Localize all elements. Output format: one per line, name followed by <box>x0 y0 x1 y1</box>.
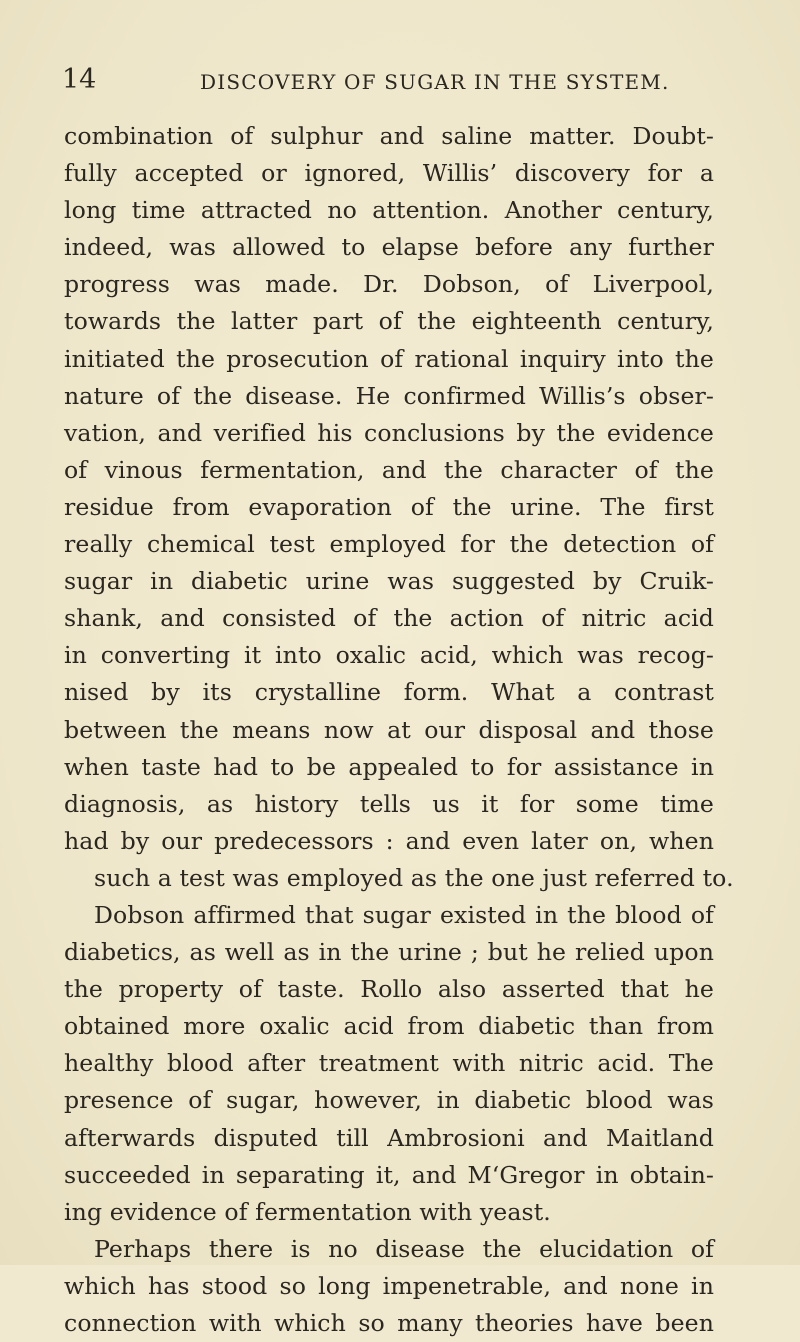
text-line: succeeded in separating it, and M‘Gregor in obtain- <box>64 1160 714 1189</box>
text-line: when taste had to be appealed to for assistance in <box>64 752 714 781</box>
text-line: vation, and verified his conclusions by the evidence <box>64 418 714 447</box>
text-line: the property of taste. Rollo also asserted that he <box>64 975 714 1004</box>
text-line: obtained more oxalic acid from diabetic than from <box>64 1012 714 1041</box>
text-line: fully accepted or ignored, Willis’ discovery for a <box>64 159 714 188</box>
text-line: afterwards disputed till Ambrosioni and Maitland <box>64 1123 714 1152</box>
text-line: presence of sugar, however, in diabetic blood was <box>64 1086 714 1115</box>
text-line: sugar in diabetic urine was suggested by Cruik- <box>64 567 714 596</box>
text-line: in converting it into oxalic acid, which was recog- <box>64 641 714 670</box>
text-line: ing evidence of fermentation with yeast. <box>64 1197 551 1226</box>
text-line: Dobson affirmed that sugar existed in the blood of <box>94 900 714 929</box>
page-number: 14 <box>62 64 97 95</box>
text-line: progress was made. Dr. Dobson, of Liverpool, <box>64 270 714 299</box>
text-line: which has stood so long impenetrable, and none in <box>64 1271 714 1300</box>
text-line: healthy blood after treatment with nitric acid. The <box>64 1049 714 1078</box>
text-line: diabetics, as well as in the urine ; but he relied upon <box>64 938 714 967</box>
text-line: residue from evaporation of the urine. The first <box>64 492 714 521</box>
text-line: between the means now at our disposal and those <box>64 715 714 744</box>
text-line: combination of sulphur and saline matter. Doubt- <box>64 122 714 150</box>
text-line: long time attracted no attention. Another century, <box>64 196 714 225</box>
page-header <box>62 62 752 98</box>
running-head: DISCOVERY OF SUGAR IN THE SYSTEM. <box>200 70 670 94</box>
text-line: indeed, was allowed to elapse before any further <box>64 233 714 262</box>
text-line: connection with which so many theories have been <box>64 1309 714 1337</box>
body-text <box>64 118 734 1342</box>
text-line: really chemical test employed for the detection of <box>64 530 714 559</box>
text-line: of vinous fermentation, and the character of the <box>64 455 714 484</box>
text-line: Perhaps there is no disease the elucidation of <box>94 1234 714 1263</box>
text-line: nature of the disease. He confirmed Willis’s obser- <box>64 381 714 410</box>
text-line: towards the latter part of the eighteenth century, <box>64 307 714 336</box>
text-line: such a test was employed as the one just referred to. <box>94 863 734 892</box>
text-line: diagnosis, as history tells us it for some time <box>64 789 714 818</box>
text-line: had by our predecessors : and even later on, when <box>64 826 714 855</box>
text-line: nised by its crystalline form. What a contrast <box>64 678 714 707</box>
text-line: shank, and consisted of the action of nitric acid <box>64 604 714 633</box>
text-line: initiated the prosecution of rational inquiry into the <box>64 344 714 373</box>
